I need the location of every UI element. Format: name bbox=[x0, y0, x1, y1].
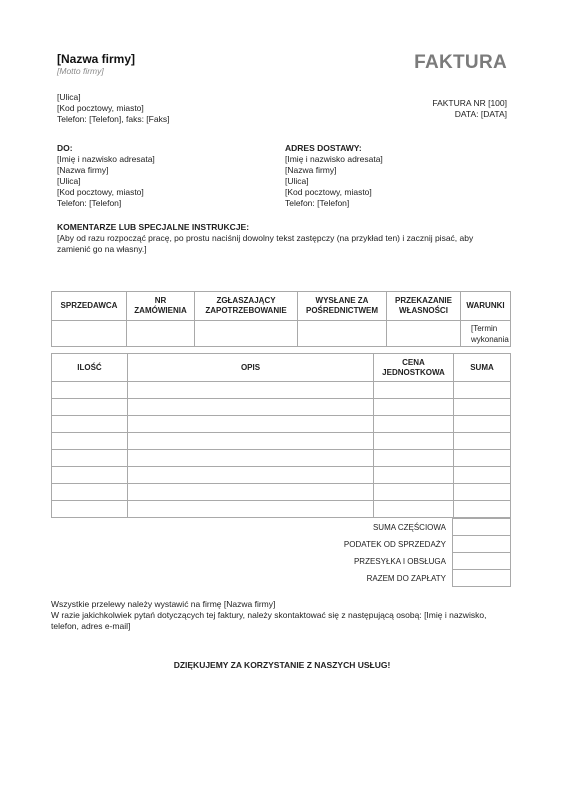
cell-line-total[interactable] bbox=[454, 399, 511, 416]
ship-to-label: ADRES DOSTAWY: bbox=[285, 143, 362, 153]
ship-to-name: [Imię i nazwisko adresata] bbox=[285, 154, 383, 164]
contact-note-line1: W razie jakichkolwiek pytań dotyczących tej faktury, należy skontaktować się z następującą osobą: [Imię i nazwisko, bbox=[51, 610, 487, 620]
cell-quantity[interactable] bbox=[52, 416, 128, 433]
comments-block bbox=[57, 222, 473, 255]
cell-line-total[interactable] bbox=[454, 450, 511, 467]
header-unit-price-l1: CENA bbox=[402, 357, 425, 367]
comments-text-line2: zamienić go na własny.] bbox=[57, 244, 147, 254]
contact-note-line2: telefon, adres e-mail] bbox=[51, 621, 131, 631]
table-row bbox=[52, 501, 511, 518]
header-unit-price bbox=[374, 354, 454, 382]
cell-terms[interactable] bbox=[461, 321, 511, 347]
header-order-number-l1: NR bbox=[154, 296, 167, 305]
cell-unit-price[interactable] bbox=[374, 433, 454, 450]
invoice-meta bbox=[432, 98, 507, 120]
bill-to-phone: Telefon: [Telefon] bbox=[57, 198, 122, 208]
order-info-table bbox=[51, 291, 511, 347]
bill-to-street: [Ulica] bbox=[57, 176, 81, 186]
bill-to-label: DO: bbox=[57, 143, 73, 153]
cell-description[interactable] bbox=[128, 416, 374, 433]
ship-to-city: [Kod pocztowy, miasto] bbox=[285, 187, 372, 197]
cell-description[interactable] bbox=[128, 382, 374, 399]
cell-quantity[interactable] bbox=[52, 501, 128, 518]
total-due-label: RAZEM DO ZAPŁATY bbox=[366, 573, 446, 583]
ship-to-company: [Nazwa firmy] bbox=[285, 165, 337, 175]
header-fob bbox=[387, 292, 461, 321]
terms-line1: [Termin bbox=[471, 324, 498, 333]
cell-line-total[interactable] bbox=[454, 467, 511, 484]
payable-note: Wszystkie przelewy należy wystawić na firmę [Nazwa firmy] bbox=[51, 599, 276, 609]
total-due-value[interactable] bbox=[453, 570, 511, 587]
table-row bbox=[52, 433, 511, 450]
ship-to-phone: Telefon: [Telefon] bbox=[285, 198, 350, 208]
header-requester bbox=[195, 292, 298, 321]
header-line-total: SUMA bbox=[454, 354, 511, 382]
table-row bbox=[52, 399, 511, 416]
totals-table bbox=[51, 518, 511, 587]
header-order-number-l2: ZAMÓWIENIA bbox=[134, 306, 187, 315]
table-row bbox=[52, 484, 511, 501]
cell-line-total[interactable] bbox=[454, 501, 511, 518]
table-row bbox=[52, 467, 511, 484]
subtotal-label: SUMA CZĘŚCIOWA bbox=[372, 522, 446, 532]
header-seller-label: SPRZEDAWCA bbox=[60, 301, 118, 310]
ship-to-block bbox=[285, 143, 383, 209]
terms-line2: wykonania bbox=[471, 335, 509, 344]
shipping-value[interactable] bbox=[453, 553, 511, 570]
cell-unit-price[interactable] bbox=[374, 467, 454, 484]
cell-line-total[interactable] bbox=[454, 484, 511, 501]
sender-street: [Ulica] bbox=[57, 92, 81, 102]
cell-description[interactable] bbox=[128, 450, 374, 467]
cell-unit-price[interactable] bbox=[374, 382, 454, 399]
bill-to-city: [Kod pocztowy, miasto] bbox=[57, 187, 144, 197]
cell-description[interactable] bbox=[128, 467, 374, 484]
cell-quantity[interactable] bbox=[52, 382, 128, 399]
ship-to-street: [Ulica] bbox=[285, 176, 309, 186]
header-terms bbox=[461, 292, 511, 321]
comments-label: KOMENTARZE LUB SPECJALNE INSTRUKCJE: bbox=[57, 222, 250, 232]
footer-notes bbox=[51, 599, 486, 632]
cell-unit-price[interactable] bbox=[374, 399, 454, 416]
cell-description[interactable] bbox=[128, 501, 374, 518]
cell-quantity[interactable] bbox=[52, 450, 128, 467]
header-unit-price-l2: JEDNOSTKOWA bbox=[382, 367, 445, 377]
header-order-number bbox=[127, 292, 195, 321]
cell-shipped-via[interactable] bbox=[298, 321, 387, 347]
thank-you-message: DZIĘKUJEMY ZA KORZYSTANIE Z NASZYCH USŁUG! bbox=[173, 660, 391, 670]
company-motto: [Motto firmy] bbox=[57, 66, 104, 76]
sender-address bbox=[57, 92, 169, 125]
cell-description[interactable] bbox=[128, 399, 374, 416]
line-items-table bbox=[51, 353, 511, 518]
invoice-number: FAKTURA NR [100] bbox=[432, 98, 507, 108]
cell-line-total[interactable] bbox=[454, 382, 511, 399]
cell-unit-price[interactable] bbox=[374, 484, 454, 501]
table-row bbox=[52, 416, 511, 433]
header-terms-label: WARUNKI bbox=[466, 301, 505, 310]
header-description: OPIS bbox=[128, 354, 374, 382]
table-row bbox=[52, 450, 511, 467]
cell-quantity[interactable] bbox=[52, 433, 128, 450]
invoice-title: FAKTURA bbox=[414, 52, 507, 73]
tax-label: PODATEK OD SPRZEDAŻY bbox=[343, 539, 446, 549]
cell-seller[interactable] bbox=[52, 321, 127, 347]
shipping-label: PRZESYŁKA I OBSŁUGA bbox=[353, 556, 446, 566]
cell-line-total[interactable] bbox=[454, 433, 511, 450]
cell-line-total[interactable] bbox=[454, 416, 511, 433]
header-shipped-via-l1: WYSŁANE ZA bbox=[315, 296, 369, 305]
header-seller bbox=[52, 292, 127, 321]
header-quantity: ILOŚĆ bbox=[52, 354, 128, 382]
cell-fob[interactable] bbox=[387, 321, 461, 347]
cell-order-number[interactable] bbox=[127, 321, 195, 347]
cell-quantity[interactable] bbox=[52, 484, 128, 501]
cell-unit-price[interactable] bbox=[374, 501, 454, 518]
cell-description[interactable] bbox=[128, 484, 374, 501]
header-shipped-via bbox=[298, 292, 387, 321]
cell-unit-price[interactable] bbox=[374, 416, 454, 433]
bill-to-company: [Nazwa firmy] bbox=[57, 165, 109, 175]
tax-value[interactable] bbox=[453, 536, 511, 553]
invoice-date: DATA: [DATA] bbox=[454, 109, 507, 119]
sender-city: [Kod pocztowy, miasto] bbox=[57, 103, 144, 113]
header-requester-l1: ZGŁASZAJĄCY bbox=[216, 296, 276, 305]
header-requester-l2: ZAPOTRZEBOWANIE bbox=[205, 306, 287, 315]
bill-to-name: [Imię i nazwisko adresata] bbox=[57, 154, 155, 164]
bill-to-block bbox=[57, 143, 155, 209]
cell-requester[interactable] bbox=[195, 321, 298, 347]
company-name: [Nazwa firmy] bbox=[57, 52, 136, 66]
subtotal-value[interactable] bbox=[453, 519, 511, 536]
sender-phone: Telefon: [Telefon], faks: [Faks] bbox=[57, 114, 170, 124]
table-row bbox=[52, 382, 511, 399]
cell-unit-price[interactable] bbox=[374, 450, 454, 467]
header-fob-l1: PRZEKAZANIE bbox=[395, 296, 452, 305]
cell-description[interactable] bbox=[128, 433, 374, 450]
comments-text-line1: [Aby od razu rozpocząć pracę, po prostu naciśnij dowolny tekst zastępczy (na przykład ten) i zacznij pisać, aby bbox=[57, 233, 474, 243]
header-fob-l2: WŁASNOŚCI bbox=[399, 306, 448, 315]
cell-quantity[interactable] bbox=[52, 399, 128, 416]
header-shipped-via-l2: POŚREDNICTWEM bbox=[306, 306, 378, 315]
cell-quantity[interactable] bbox=[52, 467, 128, 484]
